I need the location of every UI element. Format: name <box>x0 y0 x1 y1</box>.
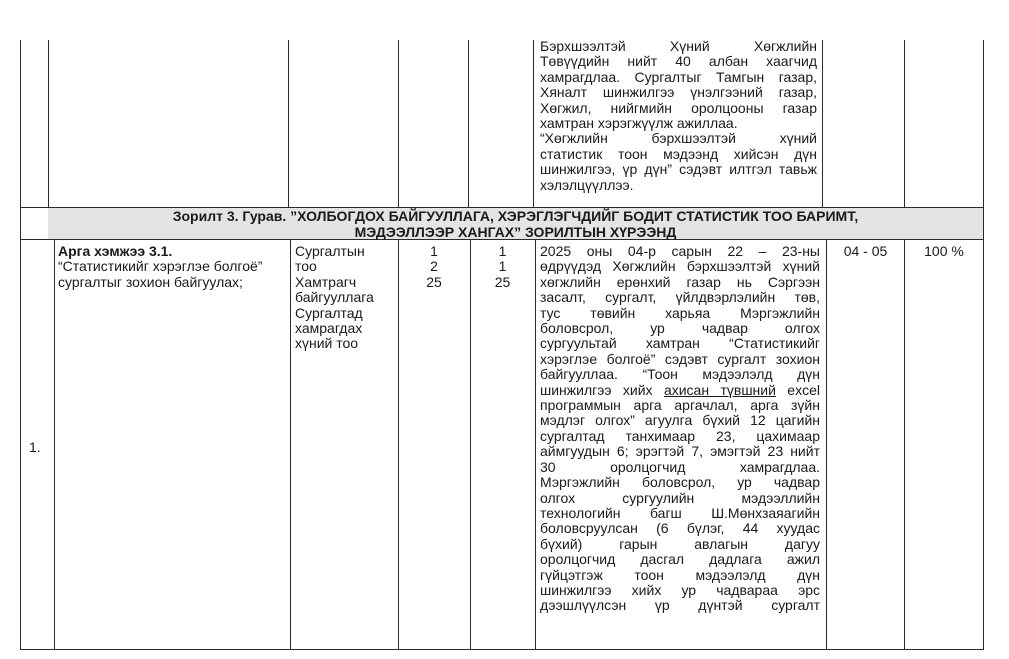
col-divider-report-lower <box>826 240 827 650</box>
period-cell: 04 - 05 <box>843 243 888 259</box>
report-line: статистик тоон мэдээнд хийсэн дүн <box>540 145 817 162</box>
col-divider-plan <box>468 40 469 208</box>
col-divider-number <box>48 40 49 208</box>
report-line: хамрагдлаа. Сургалтыг Тамгын газар, <box>540 68 817 85</box>
table-border-right <box>983 40 984 650</box>
goal-heading-line-2: МЭДЭЭЛЛЭЭР ХАНГАХ” ЗОРИЛТЫН ХҮРЭЭНД <box>354 224 677 240</box>
report-line: дээшлүүлсэн үр дүнтэй сургалт <box>540 597 820 614</box>
report-text: excel <box>775 381 820 398</box>
col-divider-indicator-lower <box>398 240 399 650</box>
report-line: шинжилгээ хийх ур чадвараа эрс <box>540 581 820 598</box>
indicator-line: Сургалтын <box>295 243 365 259</box>
col-divider-activity <box>288 40 289 208</box>
activity-title: Арга хэмжээ 3.1. <box>58 243 173 259</box>
report-line: Төвүүдийн нийт 40 албан хаагчид <box>540 53 817 70</box>
activity-description-line: “Статистикийг хэрэглэе болгоё” <box>58 258 263 274</box>
report-line: гүйцэтгэж тоон мэдээлэлд дүн <box>540 566 820 583</box>
indicator-line: хүний тоо <box>295 335 359 352</box>
report-line-underlined <box>540 383 820 398</box>
actual-value: 1 <box>498 243 507 259</box>
report-line: Хяналт шинжилгээ үнэлгээний газар, <box>540 84 817 101</box>
indicator-line: тоо <box>295 258 317 275</box>
table-border-bottom <box>20 649 984 650</box>
report-line: олгох сургуулийн мэдээллийн <box>540 489 820 506</box>
col-divider-report <box>822 40 823 208</box>
indicator-line: байгууллага <box>295 289 374 306</box>
col-divider-number-lower <box>54 240 55 650</box>
report-line: аймгуудын 6; эрэгтэй 7, эмэгтэй 23 нийт <box>540 443 820 460</box>
top-report-paragraph <box>540 39 817 193</box>
col-divider-indicator <box>398 40 399 208</box>
row-number: 1. <box>29 439 41 455</box>
goal-heading-line-1: Зорилт 3. Гурав. ”ХОЛБОГДОХ БАЙГУУЛЛАГА, ХЭРЭГЛЭГЧДИЙГ БОДИТ СТАТИСТИК ТОО БАРИМТ, <box>172 208 859 224</box>
report-line: бүхий) гарын авлагын дагуу <box>540 535 820 552</box>
main-report-paragraph <box>540 244 820 614</box>
report-line: Бэрхшээлтэй Хүний Хөгжлийн <box>540 38 817 54</box>
report-line: хамтран хэрэгжүүлж ажиллаа. <box>540 115 738 132</box>
report-line: мэдлэг олгох” агуулга бүхий 12 цагийн <box>540 412 820 429</box>
col-divider-activity-lower <box>290 240 291 650</box>
report-line: программын арга аргачлал, арга зүйн <box>540 397 820 414</box>
report-line: Хөгжил, нийгмийн оролцооны газар <box>540 99 817 116</box>
col-divider-period <box>904 40 905 208</box>
indicator-line: Хамтрагч <box>295 273 357 290</box>
report-line: оролцогчид дасгал дадлага ажил <box>540 551 820 568</box>
indicator-line: Сургалтад <box>295 304 363 321</box>
col-divider-period-lower <box>904 240 905 650</box>
report-line: өдрүүдэд Хөгжлийн бэрхшээлтэй хүний <box>540 258 820 275</box>
report-text: шинжилгээ хийх <box>540 381 664 398</box>
actual-value: 1 <box>498 258 507 275</box>
plan-value: 25 <box>426 273 442 290</box>
report-line: хэлэлцүүллээ. <box>540 176 634 193</box>
report-line: шинжилгээ, үр дүн” сэдэвт илтгэл тавьж <box>540 161 817 178</box>
percent-cell: 100 % <box>924 243 964 259</box>
report-line: боловсруулсан (6 бүлэг, 44 хуудас <box>540 520 820 537</box>
plan-value: 2 <box>430 258 438 275</box>
report-line: 30 оролцогчид хамрагдлаа. <box>540 458 820 475</box>
col-divider-actual <box>533 40 534 208</box>
table-border-left <box>20 40 21 650</box>
report-line: боловсрол, ур чадвар олгох <box>540 320 820 337</box>
plan-values-cell <box>399 244 469 290</box>
report-line: “Хөгжлийн бэрхшээлтэй хүний <box>540 130 817 147</box>
report-line: хэрэглэе болгоё” сэдэвт сургалт зохион <box>540 350 820 367</box>
report-line: сургалтад танхимаар 23, цахимаар <box>540 427 820 444</box>
col-divider-actual-lower <box>535 240 536 650</box>
activity-description-line: сургалтыг зохион байгуулах; <box>58 274 243 290</box>
col-divider-plan-lower <box>470 240 471 650</box>
report-line: байгууллаа. “Тоон мэдээлэлд дүн <box>540 366 820 383</box>
report-line: тус төвийн харьяа Мэргэжлийн <box>540 304 820 321</box>
report-line: Мэргэжлийн боловсрол, ур чадвар <box>540 474 820 491</box>
report-line: сургуультай хамтран “Статистикийг <box>540 335 820 352</box>
indicator-cell <box>295 244 397 352</box>
indicator-line: хамрагдах <box>295 320 363 337</box>
report-line: хөгжлийн ерөнхий газар нь Сэргээн <box>540 273 820 290</box>
underlined-phrase: ахисан түвшний <box>663 381 776 398</box>
report-line: 2025 оны 04-р сарын 22 – 23-ны <box>540 243 820 259</box>
plan-value: 1 <box>430 243 438 259</box>
actual-value: 25 <box>494 273 511 290</box>
report-line: технологийн багш Ш.Мөнхзаяагийн <box>540 504 820 521</box>
actual-values-cell <box>471 244 534 290</box>
report-line: засалт, сургалт, үйлдвэрлэлийн төв, <box>540 289 820 306</box>
